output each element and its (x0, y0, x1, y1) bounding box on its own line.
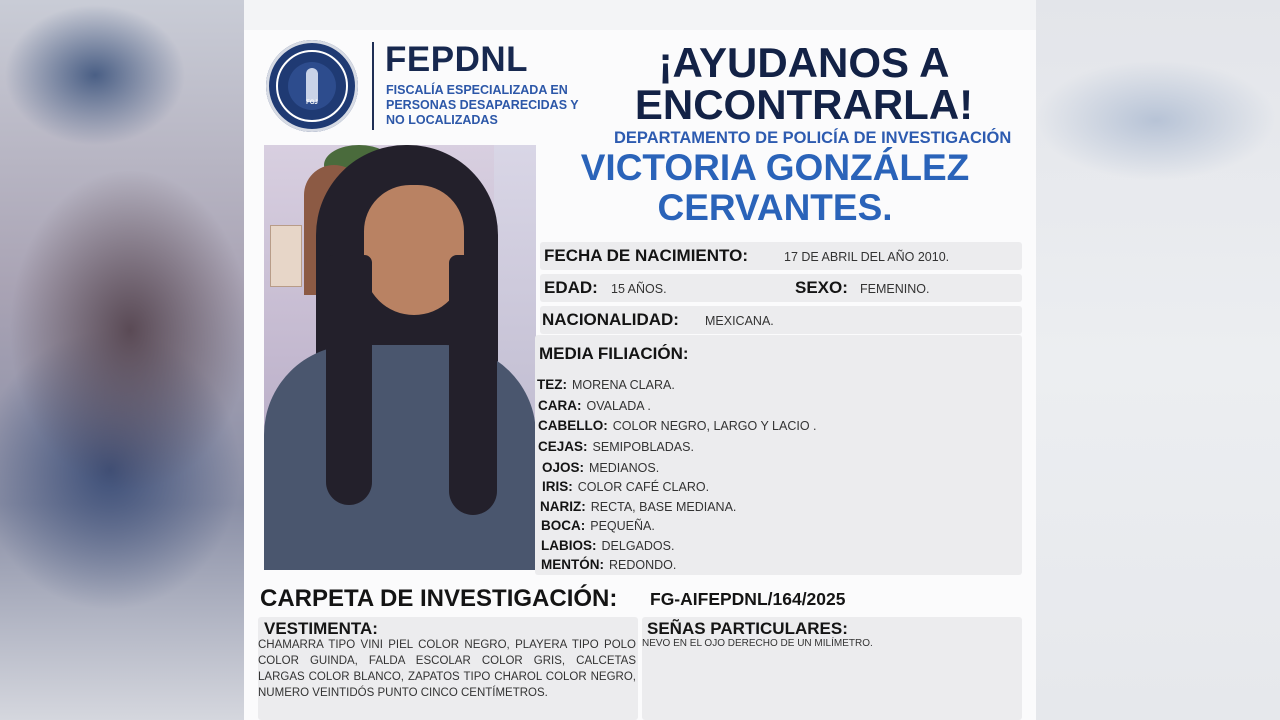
filiacion-key: BOCA: (541, 518, 586, 533)
birth-value: 17 DE ABRIL DEL AÑO 2010. (784, 250, 950, 264)
birth-label: FECHA DE NACIMIENTO: (544, 246, 748, 265)
marks-title: SEÑAS PARTICULARES: (647, 619, 848, 638)
filiacion-title: MEDIA FILIACIÓN: (539, 344, 689, 363)
filiacion-item (538, 397, 651, 416)
justice-figure-icon (306, 68, 318, 102)
agency-logo-text: FEPDNL (385, 40, 528, 79)
filiacion-item (540, 498, 736, 517)
sex-value: FEMENINO. (860, 282, 930, 296)
filiacion-key: CABELLO: (538, 418, 608, 433)
header-divider (372, 42, 374, 130)
filiacion-value: MORENA CLARA. (572, 378, 675, 392)
filiacion-value: REDONDO. (609, 558, 677, 572)
filiacion-value: MEDIANOS. (589, 461, 660, 475)
marks-panel (642, 617, 1022, 720)
filiacion-panel (535, 335, 1022, 575)
nationality-value: MEXICANA. (705, 314, 774, 328)
filiacion-value: PEQUEÑA. (590, 519, 655, 533)
blurred-background-left (0, 0, 244, 720)
filiacion-item (541, 556, 676, 575)
clothing-text: CHAMARRA TIPO VINI PIEL COLOR NEGRO, PLAYERA TIPO POLO COLOR GUINDA, FALDA ESCOLAR COLOR GRIS, CALCETAS LARGAS COLOR BLANCO, ZAPATOS TIPO CHAROL COLOR NEGRO, NUMERO VEINTIDÓS PUNTO CINCO CENTÍMETROS. (258, 639, 636, 699)
filiacion-key: CEJAS: (538, 439, 588, 454)
sex-label: SEXO: (795, 278, 848, 297)
filiacion-item (538, 438, 694, 457)
filiacion-value: OVALADA . (586, 399, 651, 413)
poster-top-strip (244, 0, 1036, 30)
missing-person-poster (244, 0, 1036, 720)
filiacion-key: OJOS: (542, 460, 585, 475)
marks-text: NEVO EN EL OJO DERECHO DE UN MILÍMETRO. (642, 638, 873, 649)
age-sex-row (540, 274, 1022, 302)
filiacion-value: COLOR CAFÉ CLARO. (577, 480, 710, 494)
headline-line1: ¡AYUDANOS A (658, 39, 950, 86)
fgj-seal-icon (266, 40, 358, 132)
person-name-line2: CERVANTES. (657, 187, 893, 228)
filiacion-key: TEZ: (537, 377, 567, 392)
headline (594, 39, 1014, 128)
person-name-line1: VICTORIA GONZÁLEZ (580, 147, 970, 188)
age-label: EDAD: (544, 278, 598, 297)
nationality-label: NACIONALIDAD: (542, 310, 679, 329)
photo-hair-right (449, 255, 497, 515)
filiacion-key: CARA: (538, 398, 582, 413)
photo-wall-poster (270, 225, 302, 287)
filiacion-item (542, 478, 709, 497)
person-photo (264, 145, 536, 570)
case-label: CARPETA DE INVESTIGACIÓN: (260, 585, 618, 612)
clothing-panel (258, 617, 638, 720)
case-number: FG-AIFEPDNL/164/2025 (650, 589, 846, 609)
filiacion-key: LABIOS: (541, 538, 597, 553)
clothing-title: VESTIMENTA: (264, 619, 378, 638)
seal-abbrev: FGJ (306, 100, 318, 106)
filiacion-value: RECTA, BASE MEDIANA. (590, 500, 737, 514)
blurred-background-right (1036, 0, 1280, 720)
filiacion-item (542, 459, 659, 478)
age-value: 15 AÑOS. (611, 282, 667, 296)
filiacion-key: NARIZ: (540, 499, 586, 514)
filiacion-key: MENTÓN: (541, 557, 604, 572)
filiacion-item (537, 376, 675, 395)
filiacion-key: IRIS: (542, 479, 573, 494)
department-label: DEPARTAMENTO DE POLICÍA DE INVESTIGACIÓN (614, 129, 1012, 147)
filiacion-item (541, 517, 655, 536)
filiacion-value: DELGADOS. (601, 539, 675, 553)
photo-hair-left (326, 255, 372, 505)
filiacion-item (538, 417, 817, 436)
agency-subtitle: FISCALÍA ESPECIALIZADA EN PERSONAS DESAPARECIDAS Y NO LOCALIZADAS (386, 83, 579, 127)
nationality-row (540, 306, 1022, 334)
filiacion-value: SEMIPOBLADAS. (592, 440, 694, 454)
birth-row (540, 242, 1022, 270)
headline-line2: ENCONTRARLA! (634, 81, 974, 128)
filiacion-item (541, 537, 674, 556)
person-name (540, 148, 1010, 228)
filiacion-value: COLOR NEGRO, LARGO Y LACIO . (612, 419, 817, 433)
